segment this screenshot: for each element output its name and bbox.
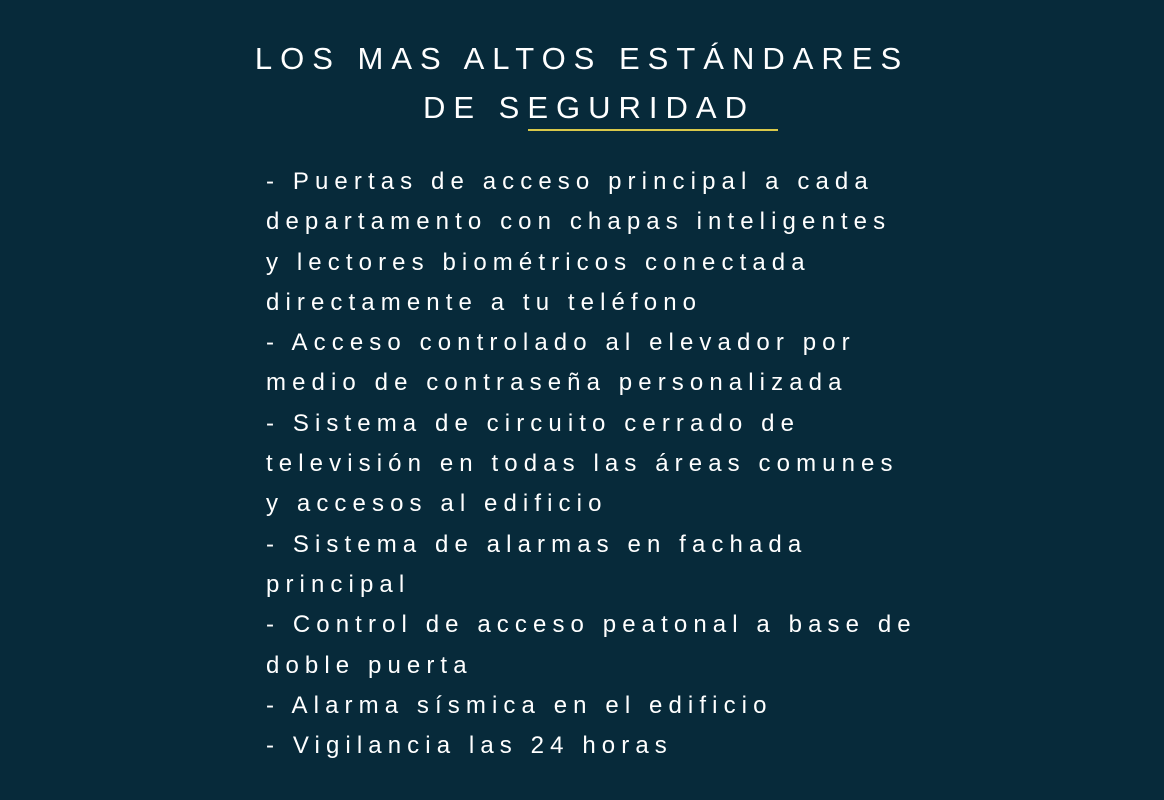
text-line: y lectores biométricos conectada — [266, 248, 811, 276]
text-line: - Acceso controlado al elevador por — [266, 329, 856, 357]
text-line: directamente a tu teléfono — [266, 288, 703, 316]
text-line: - Vigilancia las 24 horas — [266, 732, 673, 760]
text-line: televisión en todas las áreas comunes — [266, 450, 899, 478]
text-line: - Puertas de acceso principal a cada — [266, 168, 874, 195]
text-line: medio de contraseña personalizada — [266, 369, 848, 397]
text-line: principal — [266, 570, 411, 598]
title-underline-divider — [528, 129, 778, 131]
page-title — [0, 34, 1164, 132]
title-line-1: LOS MAS ALTOS ESTÁNDARES — [254, 41, 910, 76]
text-line: - Alarma sísmica en el edificio — [266, 691, 773, 719]
security-features-list — [266, 162, 1046, 766]
text-line: - Sistema de alarmas en fachada — [266, 530, 808, 558]
text-line: departamento con chapas inteligentes — [266, 208, 892, 236]
text-line: - Control de acceso peatonal a base de — [266, 611, 917, 639]
text-line: y accesos al edificio — [266, 490, 608, 518]
title-line-2: DE SEGURIDAD — [423, 90, 755, 125]
text-line: doble puerta — [266, 651, 473, 679]
text-line: - Sistema de circuito cerrado de — [266, 409, 801, 437]
